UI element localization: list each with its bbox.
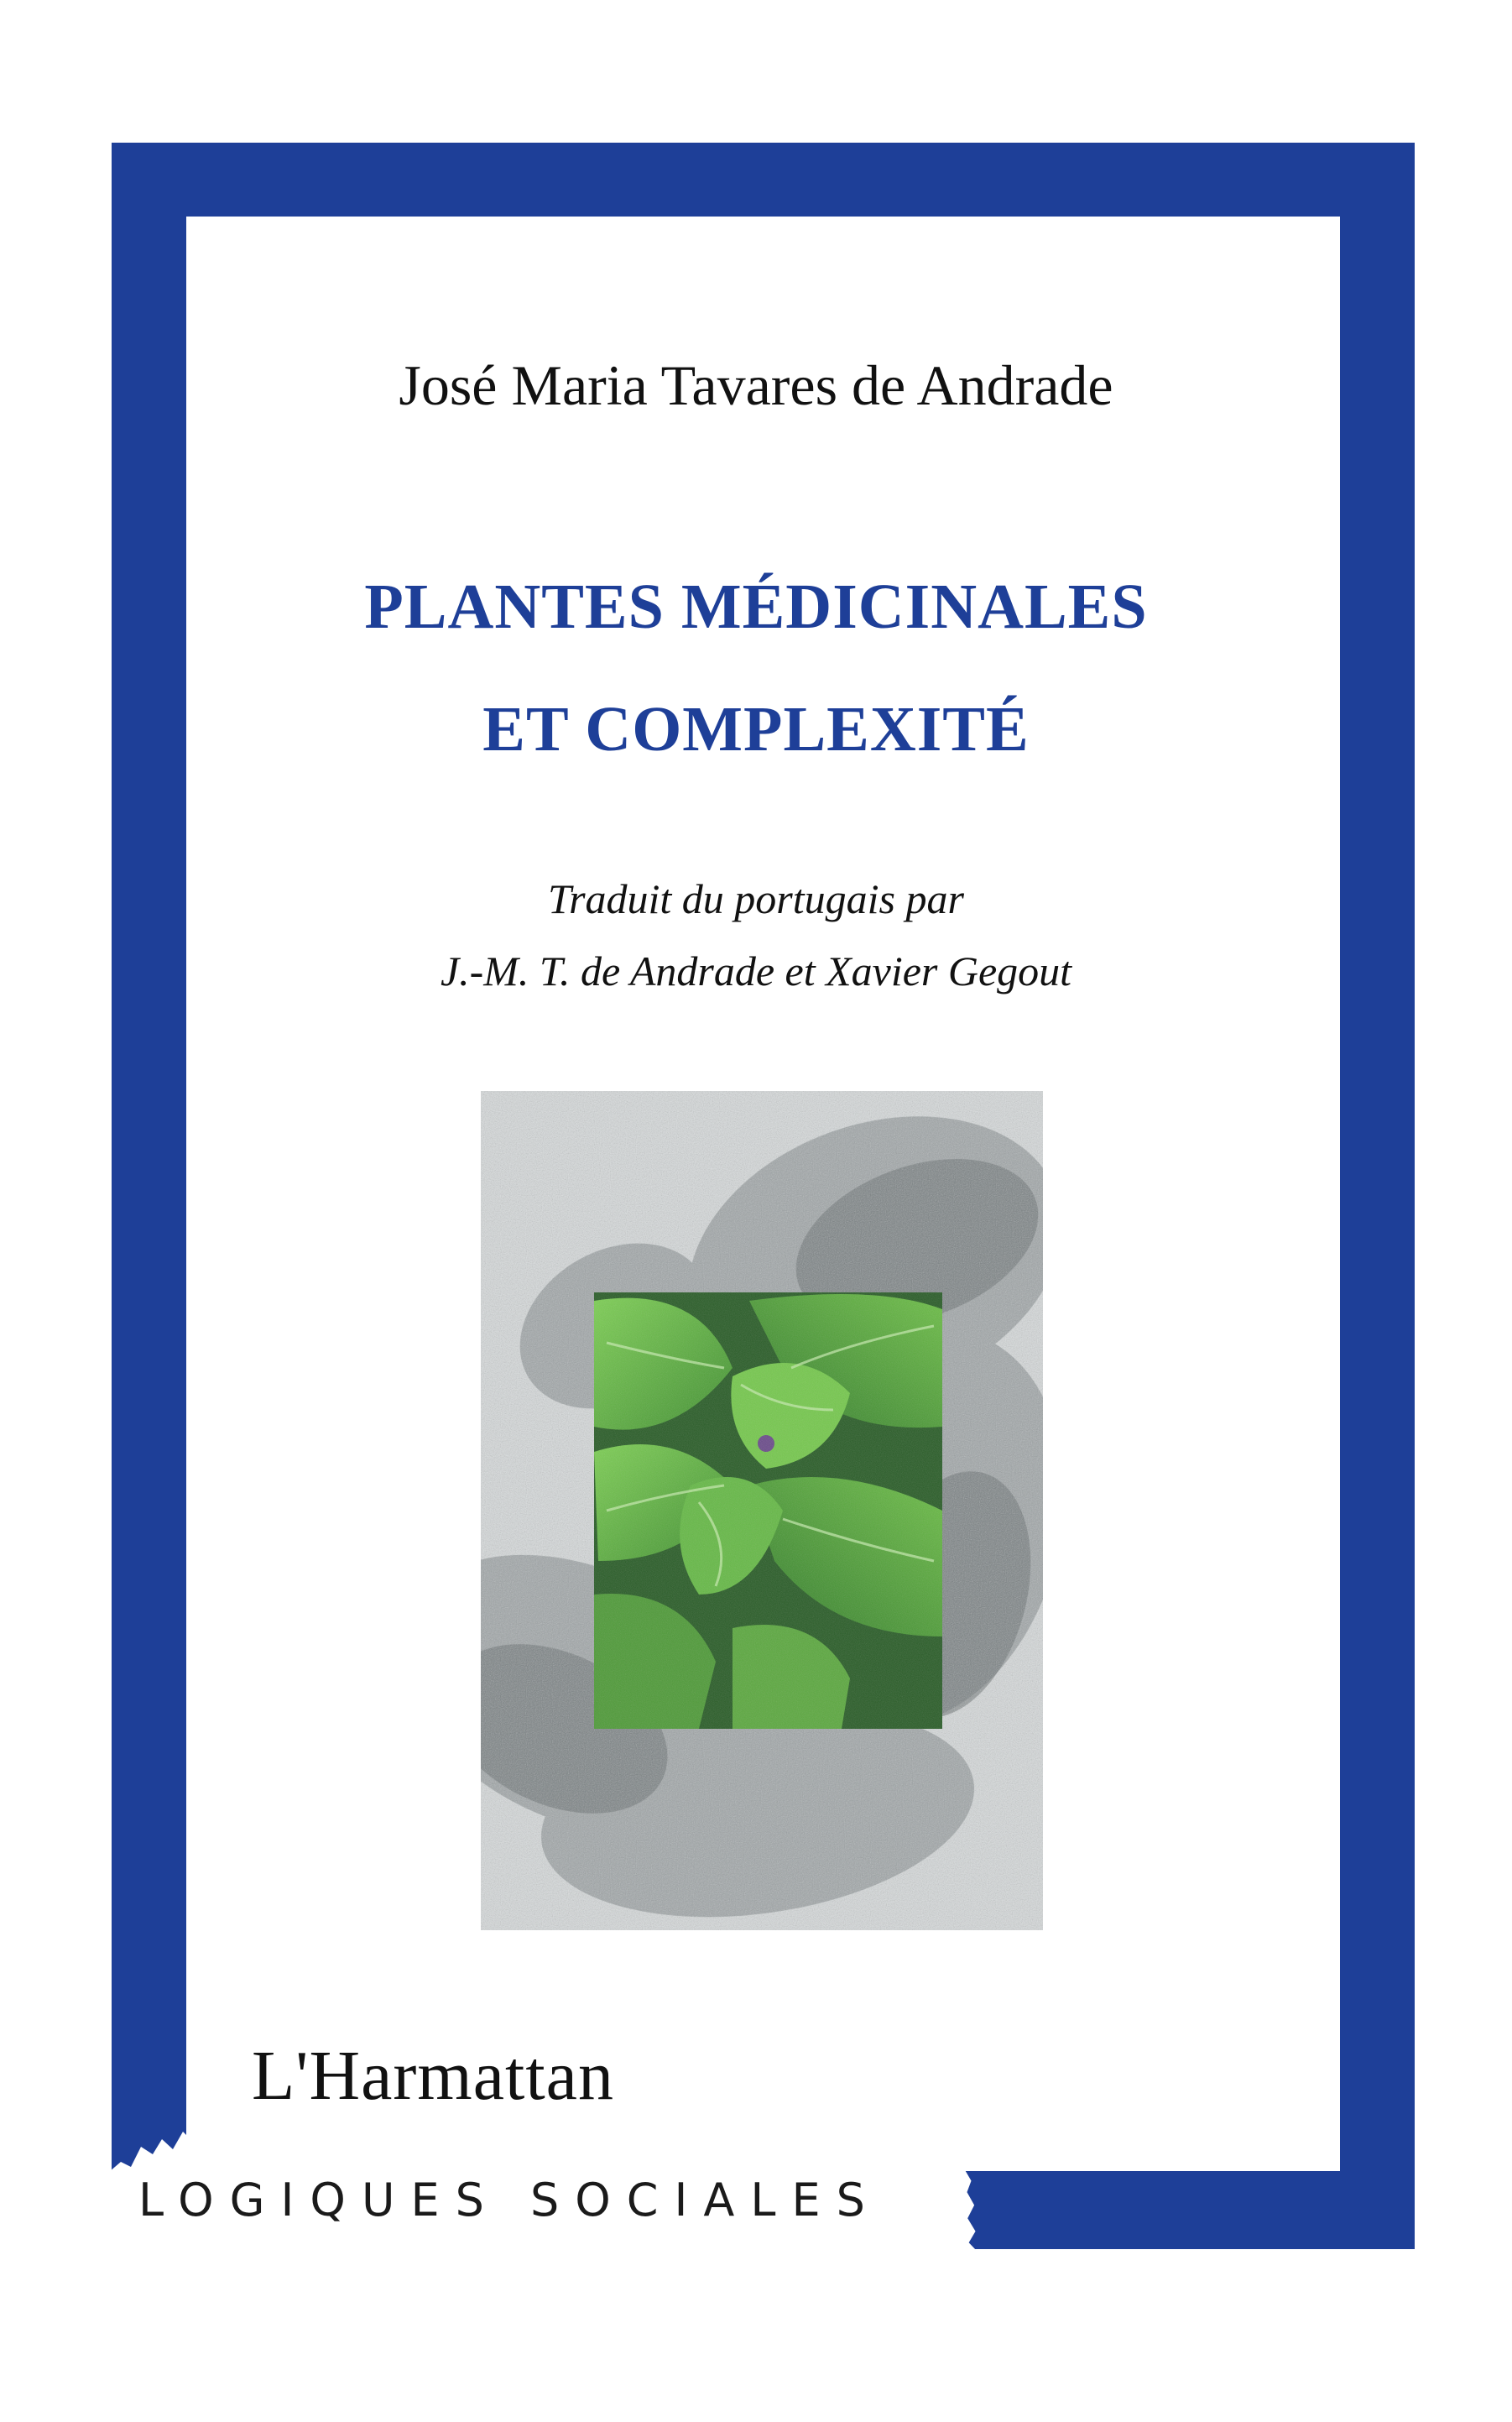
title-line-1: PLANTES MÉDICINALES xyxy=(364,572,1148,642)
cover-illustration xyxy=(481,1091,1043,1930)
book-title xyxy=(0,545,1512,791)
collection-name: LOGIQUES SOCIALES xyxy=(138,2174,881,2226)
frame-left-bar xyxy=(112,143,186,2171)
frame-top-bar xyxy=(112,143,1415,217)
plant-leaves-image xyxy=(481,1091,1043,1930)
translators-names: J.-M. T. de Andrade et Xavier Gegout xyxy=(440,947,1072,994)
title-line-2: ET COMPLEXITÉ xyxy=(482,694,1030,765)
frame-right-bar xyxy=(1340,143,1415,2249)
author-name: José Maria Tavares de Andrade xyxy=(399,353,1113,417)
frame-bottom-bar xyxy=(965,2171,1415,2249)
translation-credit: Traduit du portugais par xyxy=(548,875,964,922)
harmattan-logo-icon: L'Harmattan xyxy=(252,2037,614,2115)
publisher-logo xyxy=(252,2035,614,2117)
